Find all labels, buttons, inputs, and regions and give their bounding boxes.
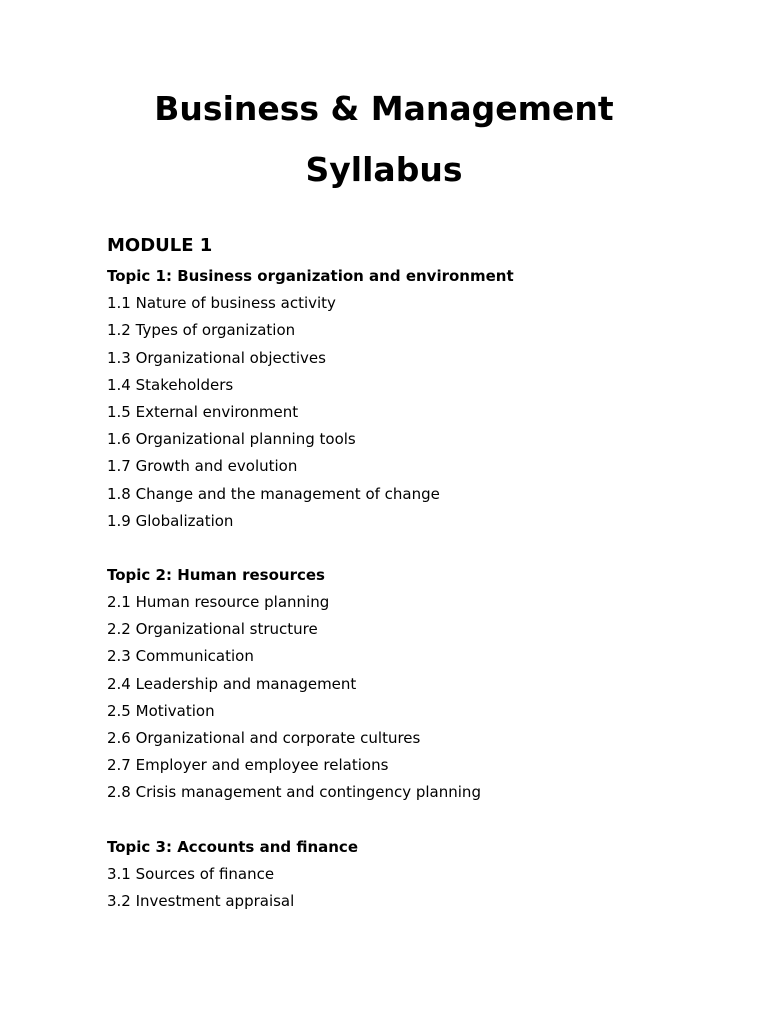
subtopic-item: 2.2 Organizational structure bbox=[107, 620, 318, 639]
subtopic-item: 1.1 Nature of business activity bbox=[107, 294, 336, 313]
subtopic-item: 2.6 Organizational and corporate cultures bbox=[107, 729, 421, 747]
topic-heading: Topic 3: Accounts and finance bbox=[107, 837, 358, 856]
subtopic-list bbox=[107, 290, 727, 535]
subtopic-item: 1.5 External environment bbox=[107, 402, 299, 421]
subtopic-item: 1.4 Stakeholders bbox=[107, 375, 234, 394]
subtopic-item: 1.9 Globalization bbox=[107, 511, 234, 530]
topic-section bbox=[107, 263, 727, 535]
subtopic-item: 2.5 Motivation bbox=[107, 701, 215, 720]
subtopic-item: 1.7 Growth and evolution bbox=[107, 457, 298, 476]
topic-section bbox=[107, 562, 727, 807]
document-subtitle: Syllabus bbox=[305, 150, 463, 189]
subtopic-item: 1.2 Types of organization bbox=[107, 321, 296, 340]
subtopic-item: 2.4 Leadership and management bbox=[107, 674, 357, 693]
subtopic-item: 2.8 Crisis management and contingency planning bbox=[107, 783, 481, 802]
subtopic-item: 1.8 Change and the management of change bbox=[107, 484, 440, 503]
subtopic-item: 3.2 Investment appraisal bbox=[107, 891, 295, 910]
document-title: Business & Management bbox=[154, 89, 614, 128]
subtopic-item: 2.3 Communication bbox=[107, 647, 254, 666]
subtopic-item: 2.7 Employer and employee relations bbox=[107, 756, 389, 775]
module-heading: MODULE 1 bbox=[107, 235, 213, 256]
subtopic-item: 1.6 Organizational planning tools bbox=[107, 430, 356, 449]
subtopic-list bbox=[107, 589, 727, 807]
subtopic-item: 3.1 Sources of finance bbox=[107, 864, 275, 883]
subtopic-item: 1.3 Organizational objectives bbox=[107, 348, 326, 367]
topic-heading: Topic 1: Business organization and environment bbox=[107, 267, 514, 285]
topic-section bbox=[107, 834, 727, 916]
topic-list bbox=[107, 263, 727, 942]
topic-heading: Topic 2: Human resources bbox=[107, 565, 325, 584]
subtopic-item: 2.1 Human resource planning bbox=[107, 593, 330, 612]
subtopic-list bbox=[107, 861, 727, 915]
